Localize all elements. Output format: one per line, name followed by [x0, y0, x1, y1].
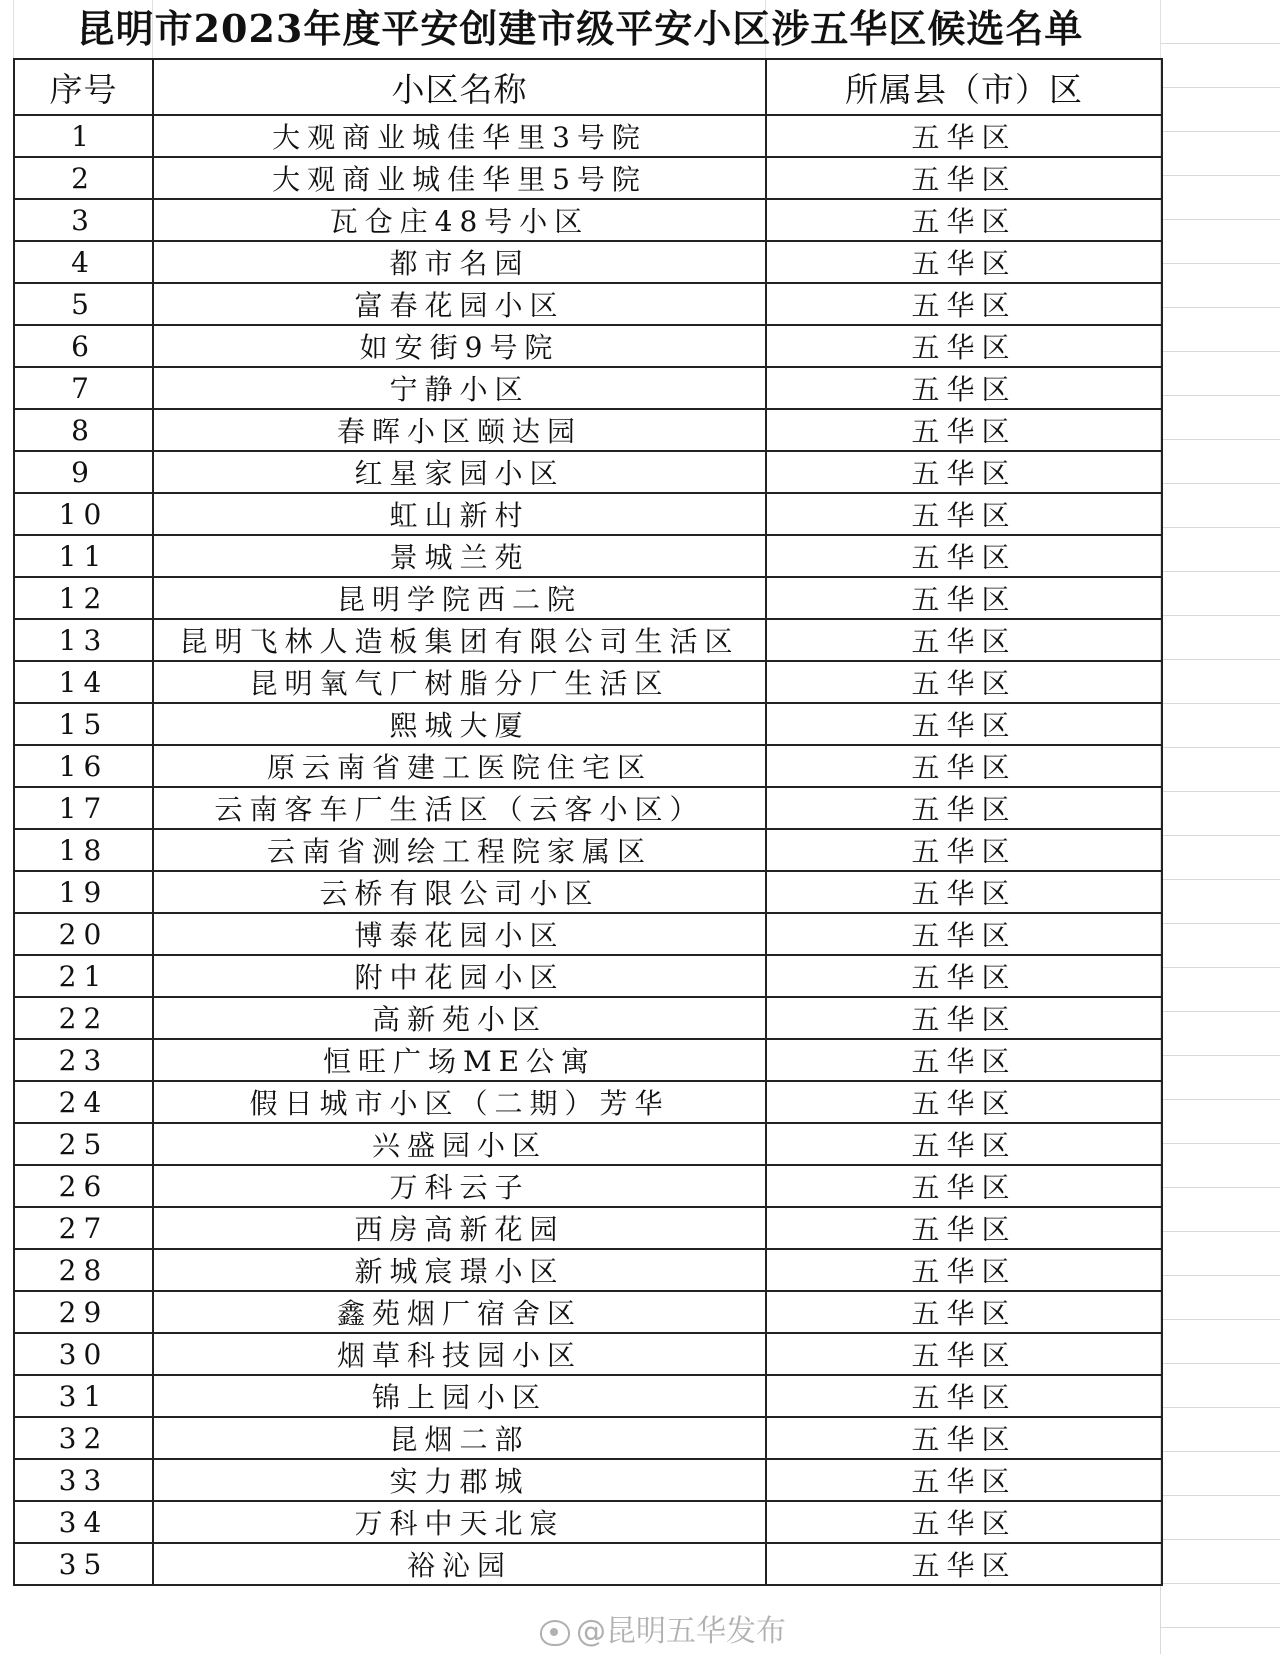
table-row	[14, 283, 1162, 325]
cell-name: 景城兰苑	[153, 535, 766, 577]
cell-name: 都市名园	[153, 241, 766, 283]
cell-district: 五华区	[766, 787, 1162, 829]
table-row	[14, 997, 1162, 1039]
candidate-table	[13, 58, 1163, 1586]
cell-name: 锦上园小区	[153, 1375, 766, 1417]
table-row	[14, 367, 1162, 409]
cell-district: 五华区	[766, 871, 1162, 913]
cell-district: 五华区	[766, 997, 1162, 1039]
cell-name: 博泰花园小区	[153, 913, 766, 955]
table-row	[14, 661, 1162, 703]
cell-name: 附中花园小区	[153, 955, 766, 997]
cell-name: 恒旺广场ME公寓	[153, 1039, 766, 1081]
cell-district: 五华区	[766, 1375, 1162, 1417]
cell-district: 五华区	[766, 493, 1162, 535]
cell-name: 兴盛园小区	[153, 1123, 766, 1165]
cell-district: 五华区	[766, 1165, 1162, 1207]
cell-name: 鑫苑烟厂宿舍区	[153, 1291, 766, 1333]
cell-district: 五华区	[766, 703, 1162, 745]
cell-name: 昆烟二部	[153, 1417, 766, 1459]
cell-index: 21	[14, 955, 153, 997]
cell-index: 16	[14, 745, 153, 787]
cell-index: 15	[14, 703, 153, 745]
cell-district: 五华区	[766, 1249, 1162, 1291]
cell-index: 28	[14, 1249, 153, 1291]
weibo-icon	[540, 1620, 570, 1646]
table-row	[14, 115, 1162, 157]
cell-district: 五华区	[766, 1039, 1162, 1081]
cell-district: 五华区	[766, 325, 1162, 367]
cell-index: 9	[14, 451, 153, 493]
cell-name: 云南客车厂生活区（云客小区）	[153, 787, 766, 829]
cell-name: 大观商业城佳华里3号院	[153, 115, 766, 157]
cell-district: 五华区	[766, 409, 1162, 451]
table-row	[14, 871, 1162, 913]
cell-name: 昆明飞林人造板集团有限公司生活区	[153, 619, 766, 661]
cell-index: 29	[14, 1291, 153, 1333]
cell-district: 五华区	[766, 1207, 1162, 1249]
cell-district: 五华区	[766, 913, 1162, 955]
table-row	[14, 1081, 1162, 1123]
cell-district: 五华区	[766, 829, 1162, 871]
cell-name: 昆明学院西二院	[153, 577, 766, 619]
cell-name: 熙城大厦	[153, 703, 766, 745]
cell-index: 17	[14, 787, 153, 829]
cell-name: 虹山新村	[153, 493, 766, 535]
cell-index: 7	[14, 367, 153, 409]
table-row	[14, 787, 1162, 829]
watermark	[540, 1615, 786, 1649]
cell-name: 高新苑小区	[153, 997, 766, 1039]
cell-index: 5	[14, 283, 153, 325]
cell-district: 五华区	[766, 1123, 1162, 1165]
table-row	[14, 535, 1162, 577]
table-row	[14, 577, 1162, 619]
cell-index: 31	[14, 1375, 153, 1417]
cell-district: 五华区	[766, 1291, 1162, 1333]
cell-district: 五华区	[766, 1501, 1162, 1543]
cell-name: 昆明氧气厂树脂分厂生活区	[153, 661, 766, 703]
cell-index: 33	[14, 1459, 153, 1501]
table-row	[14, 913, 1162, 955]
cell-name: 春晖小区颐达园	[153, 409, 766, 451]
cell-index: 27	[14, 1207, 153, 1249]
cell-name: 实力郡城	[153, 1459, 766, 1501]
table-row	[14, 325, 1162, 367]
table-row	[14, 409, 1162, 451]
cell-index: 3	[14, 199, 153, 241]
table-row	[14, 1333, 1162, 1375]
cell-district: 五华区	[766, 1417, 1162, 1459]
column-header-district: 所属县（市）区	[766, 59, 1162, 115]
cell-name: 瓦仓庄48号小区	[153, 199, 766, 241]
cell-index: 20	[14, 913, 153, 955]
cell-name: 云南省测绘工程院家属区	[153, 829, 766, 871]
cell-district: 五华区	[766, 535, 1162, 577]
table-row	[14, 493, 1162, 535]
cell-district: 五华区	[766, 241, 1162, 283]
cell-district: 五华区	[766, 451, 1162, 493]
cell-district: 五华区	[766, 619, 1162, 661]
cell-district: 五华区	[766, 367, 1162, 409]
table-row	[14, 1165, 1162, 1207]
table-row	[14, 1249, 1162, 1291]
cell-index: 34	[14, 1501, 153, 1543]
table-row	[14, 1291, 1162, 1333]
cell-name: 万科云子	[153, 1165, 766, 1207]
table-row	[14, 1501, 1162, 1543]
table-row	[14, 1417, 1162, 1459]
cell-index: 14	[14, 661, 153, 703]
cell-index: 12	[14, 577, 153, 619]
cell-index: 2	[14, 157, 153, 199]
cell-name: 西房高新花园	[153, 1207, 766, 1249]
table-header-row	[14, 59, 1162, 115]
cell-name: 万科中天北宸	[153, 1501, 766, 1543]
cell-name: 云桥有限公司小区	[153, 871, 766, 913]
cell-index: 30	[14, 1333, 153, 1375]
cell-district: 五华区	[766, 1459, 1162, 1501]
cell-name: 宁静小区	[153, 367, 766, 409]
cell-district: 五华区	[766, 745, 1162, 787]
cell-index: 6	[14, 325, 153, 367]
column-header-index: 序号	[14, 59, 153, 115]
table-row	[14, 451, 1162, 493]
cell-index: 18	[14, 829, 153, 871]
cell-name: 如安街9号院	[153, 325, 766, 367]
cell-district: 五华区	[766, 577, 1162, 619]
cell-district: 五华区	[766, 955, 1162, 997]
table-row	[14, 955, 1162, 997]
table-row	[14, 241, 1162, 283]
cell-name: 大观商业城佳华里5号院	[153, 157, 766, 199]
cell-district: 五华区	[766, 1081, 1162, 1123]
cell-name: 裕沁园	[153, 1543, 766, 1585]
table-row	[14, 1459, 1162, 1501]
cell-index: 4	[14, 241, 153, 283]
cell-district: 五华区	[766, 157, 1162, 199]
cell-name: 红星家园小区	[153, 451, 766, 493]
cell-index: 1	[14, 115, 153, 157]
cell-name: 假日城市小区（二期）芳华	[153, 1081, 766, 1123]
table-row	[14, 619, 1162, 661]
table-row	[14, 745, 1162, 787]
cell-index: 13	[14, 619, 153, 661]
watermark-text: @昆明五华发布	[576, 1614, 786, 1649]
cell-district: 五华区	[766, 115, 1162, 157]
cell-index: 19	[14, 871, 153, 913]
cell-name: 新城宸璟小区	[153, 1249, 766, 1291]
table-row	[14, 829, 1162, 871]
table-row	[14, 1207, 1162, 1249]
table-row	[14, 199, 1162, 241]
cell-index: 23	[14, 1039, 153, 1081]
table-row	[14, 1543, 1162, 1585]
cell-name: 富春花园小区	[153, 283, 766, 325]
cell-index: 10	[14, 493, 153, 535]
page-title: 昆明市2023年度平安创建市级平安小区涉五华区候选名单	[76, 6, 1084, 51]
table-row	[14, 703, 1162, 745]
cell-index: 35	[14, 1543, 153, 1585]
spreadsheet-grid	[1160, 0, 1280, 1654]
table-row	[14, 1375, 1162, 1417]
cell-index: 11	[14, 535, 153, 577]
table-row	[14, 1123, 1162, 1165]
cell-index: 25	[14, 1123, 153, 1165]
table-row	[14, 1039, 1162, 1081]
cell-name: 烟草科技园小区	[153, 1333, 766, 1375]
cell-index: 24	[14, 1081, 153, 1123]
cell-name: 原云南省建工医院住宅区	[153, 745, 766, 787]
cell-index: 26	[14, 1165, 153, 1207]
column-header-name: 小区名称	[153, 59, 766, 115]
cell-index: 8	[14, 409, 153, 451]
cell-index: 22	[14, 997, 153, 1039]
cell-district: 五华区	[766, 661, 1162, 703]
cell-district: 五华区	[766, 1543, 1162, 1585]
cell-index: 32	[14, 1417, 153, 1459]
table-row	[14, 157, 1162, 199]
cell-district: 五华区	[766, 283, 1162, 325]
cell-district: 五华区	[766, 1333, 1162, 1375]
cell-district: 五华区	[766, 199, 1162, 241]
